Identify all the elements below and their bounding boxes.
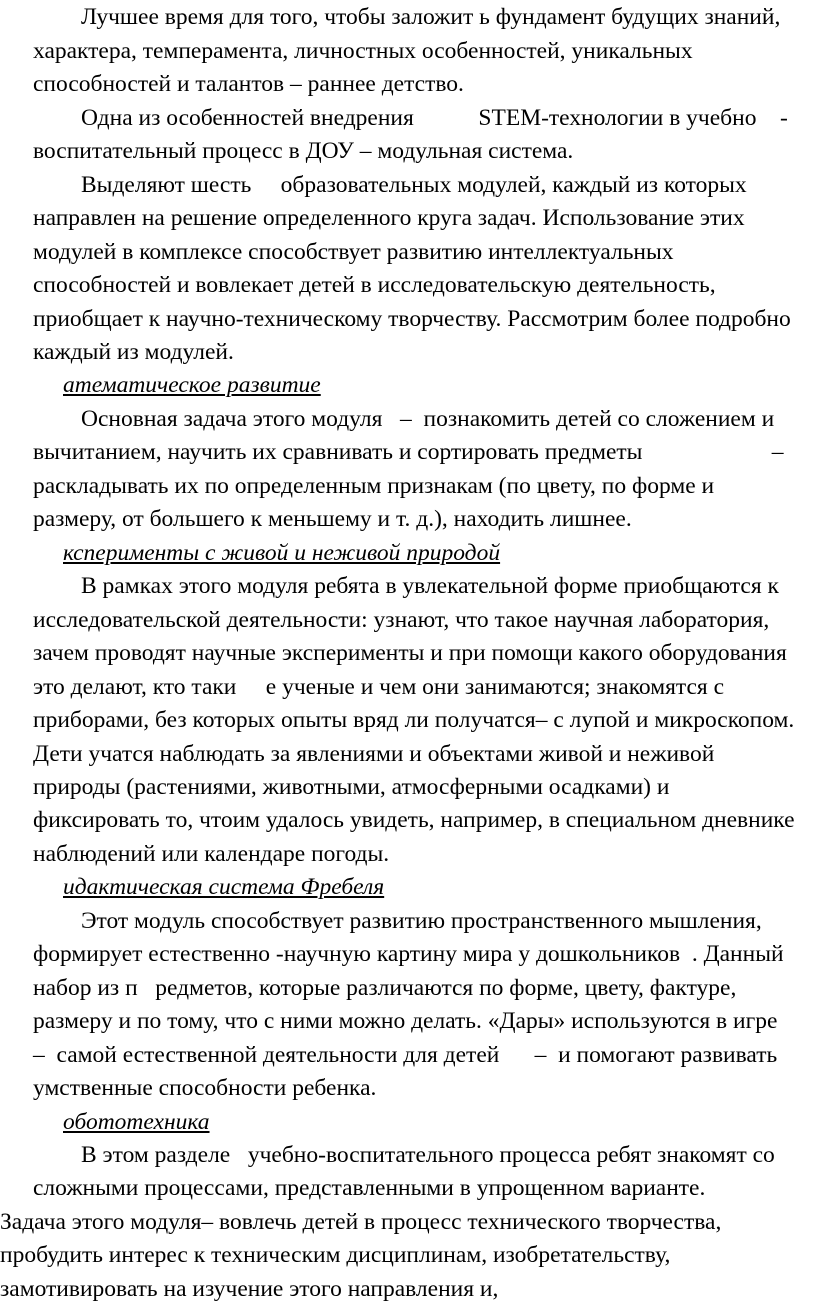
text-line: замотивировать на изучение этого направления и, [0,1276,499,1302]
text-line: В этом разделе учебно-воспитательного процесса ребят знакомят со [81,1142,775,1168]
text-line: зачем проводят научные эксперименты и при помощи какого оборудования [33,640,787,666]
text-line: каждый из модулей. [33,339,234,365]
text-line: воспитательный процесс в ДОУ – модульная система. [33,138,574,164]
text-line: размеру и по тому, что с ними можно делать. «Дары» используются в игре [33,1008,778,1034]
text-line: приборами, без которых опыты вряд ли получатся– с лупой и микроскопом. [33,707,795,733]
text-line: умственные способности ребенка. [33,1075,377,1101]
section-heading: обототехника [63,1109,210,1135]
text-line: набор из п редметов, которые различаются по форме, цвету, фактуре, [33,975,737,1001]
text-line: сложными процессами, представленными в упрощенном варианте. [33,1175,706,1201]
text-line: модулей в комплексе способствует развитию интеллектуальных [33,239,674,265]
text-line: это делают, кто таки е ученые и чем они занимаются; знакомятся с [33,674,725,700]
text-line: наблюдений или календаре погоды. [33,841,390,867]
text-line: характера, темперамента, личностных особенностей, уникальных [33,38,693,64]
text-line: Этот модуль способствует развитию пространственного мышления, [81,908,762,934]
text-line: пробудить интерес к техническим дисциплинам, изобретательству, [0,1242,671,1268]
text-line: Лучшее время для того, чтобы заложит ь фундамент будущих знаний, [81,4,781,30]
text-line: размеру, от большего к меньшему и т. д.), находить лишнее. [33,506,632,532]
section-heading: атематическое развитие [63,372,321,398]
text-line: Основная задача этого модуля – познакомить детей со сложением и [81,406,775,432]
text-line: Задача этого модуля– вовлечь детей в процесс технического творчества, [0,1209,722,1235]
text-line: – самой естественной деятельности для детей – и помогают развивать [33,1042,778,1068]
text-line: направлен на решение определенного круга задач. Использование этих [33,205,745,231]
text-line: исследовательской деятельности: узнают, что такое научная лаборатория, [33,607,770,633]
text-line: приобщает к научно-техническому творчеству. Рассмотрим более подробно [33,306,791,332]
text-line: вычитанием, научить их сравнивать и сортировать предметы – [33,439,784,465]
text-line: способностей и талантов – раннее детство. [33,71,464,97]
text-line: способностей и вовлекает детей в исследовательскую деятельность, [33,272,716,298]
text-line: фиксировать то, чтоим удалось увидеть, например, в специальном дневнике [33,807,795,833]
text-line: В рамках этого модуля ребята в увлекательной форме приобщаются к [81,573,779,599]
text-line: формирует естественно -научную картину мира у дошкольников . Данный [33,941,784,967]
text-line: Выделяют шесть образовательных модулей, каждый из которых [81,172,747,198]
text-line: природы (растениями, животными, атмосферными осадками) и [33,774,670,800]
text-line: Одна из особенностей внедрения STEM-технологии в учебно - [81,105,788,131]
text-line: раскладывать их по определенным признакам (по цвету, по форме и [33,473,715,499]
text-line: Дети учатся наблюдать за явлениями и объектами живой и неживой [33,741,715,767]
section-heading: идактическая система Фребеля [63,874,385,900]
section-heading: ксперименты с живой и неживой природой [63,540,501,566]
